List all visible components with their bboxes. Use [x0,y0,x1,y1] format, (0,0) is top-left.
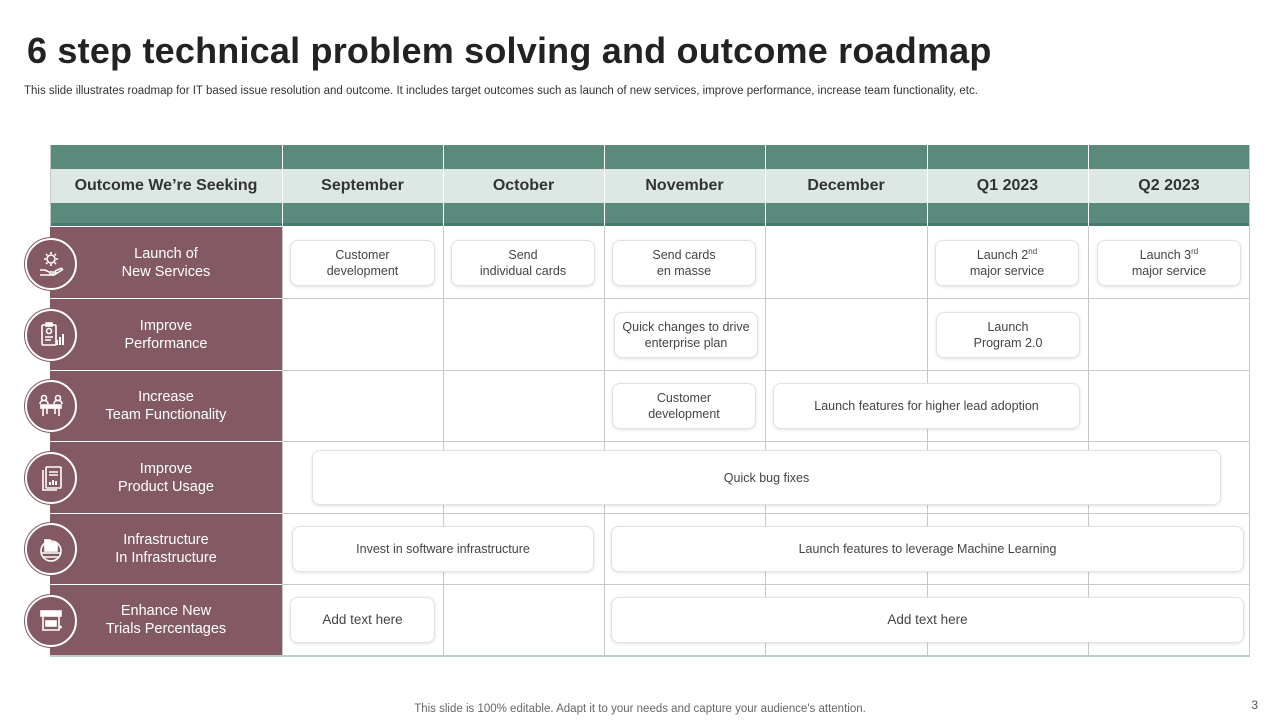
header-divider [1088,145,1089,226]
card-invest-software-infrastructure: Invest in software infrastructure [292,526,594,572]
row-divider [50,584,282,585]
grid-vline [1249,145,1250,655]
document-chart-icon [25,452,77,504]
card-customer-development-2: Customer development [612,383,756,429]
slide-footer: This slide is 100% editable. Adapt it to your needs and capture your audience's attention. [414,703,866,715]
ordinal-suffix: rd [1191,246,1199,256]
card-quick-changes: Quick changes to drive enterprise plan [614,312,758,358]
trial-box-icon [25,595,77,647]
row-divider [50,370,282,371]
row-label-enhance-trials: Enhance New Trials Percentages [50,585,282,655]
column-header-september: September [321,177,404,194]
page-number: 3 [1251,698,1258,712]
card-customer-development: Customer development [290,240,435,286]
row-label-improve-performance: Improve Performance [50,299,282,370]
grid-hline [282,441,1250,442]
header-rule [50,223,1250,226]
column-header-outcome: Outcome We’re Seeking [74,177,258,194]
slide-title: 6 step technical problem solving and outcome roadmap [27,30,992,71]
table-bottom-line [50,655,1250,657]
header-divider [443,145,444,226]
grid-hline [282,584,1250,585]
card-text-suffix: major service [969,264,1045,278]
header-labels-band [50,169,1250,203]
column-header-december: December [807,177,885,194]
grid-hline [282,370,1250,371]
team-meeting-icon [25,380,77,432]
header-top-band [50,145,1250,169]
header-divider [282,145,283,226]
column-header-november: November [645,177,724,194]
header-divider [604,145,605,226]
card-launch-3rd-major-service [1097,240,1241,286]
row-label-infrastructure: Infrastructure In Infrastructure [50,514,282,584]
header-bottom-band [50,203,1250,223]
grid-hline [282,513,1250,514]
card-text [1132,247,1206,279]
buildings-globe-icon [25,523,77,575]
card-add-text-here: Add text here [290,597,435,643]
card-launch-features-machine-learning: Launch features to leverage Machine Learning [611,526,1244,572]
gear-hand-icon [25,238,77,290]
column-header-q2-2023: Q2 2023 [1138,177,1200,194]
slide-subtitle: This slide illustrates roadmap for IT based issue resolution and outcome. It includes target outcomes such as launch of new services, improve performance, increase team functionality, etc. [24,85,978,97]
card-send-cards-en-masse: Send cards en masse [612,240,756,286]
card-add-text-here-wide: Add text here [611,597,1244,643]
grid-hline [282,298,1250,299]
card-send-individual-cards: Send individual cards [451,240,595,286]
card-quick-bug-fixes: Quick bug fixes [312,450,1221,505]
clipboard-chart-icon [25,309,77,361]
card-launch-2nd-major-service [935,240,1079,286]
ordinal-suffix: nd [1028,246,1038,256]
header-divider [765,145,766,226]
row-divider [50,513,282,514]
row-label-improve-product-usage: Improve Product Usage [50,442,282,513]
card-text [970,247,1044,279]
column-header-october: October [492,177,555,194]
card-text-prefix: Launch 3 [1139,248,1192,262]
row-divider [50,441,282,442]
card-launch-features-lead-adoption: Launch features for higher lead adoption [773,383,1080,429]
row-label-increase-team-functionality: Increase Team Functionality [50,371,282,441]
row-divider [50,298,282,299]
card-launch-program: Launch Program 2.0 [936,312,1080,358]
card-text-prefix: Launch 2 [976,248,1029,262]
header-divider [927,145,928,226]
column-header-q1-2023: Q1 2023 [976,177,1039,194]
card-text-suffix: major service [1131,264,1207,278]
row-label-launch-new-services: Launch of New Services [50,227,282,298]
